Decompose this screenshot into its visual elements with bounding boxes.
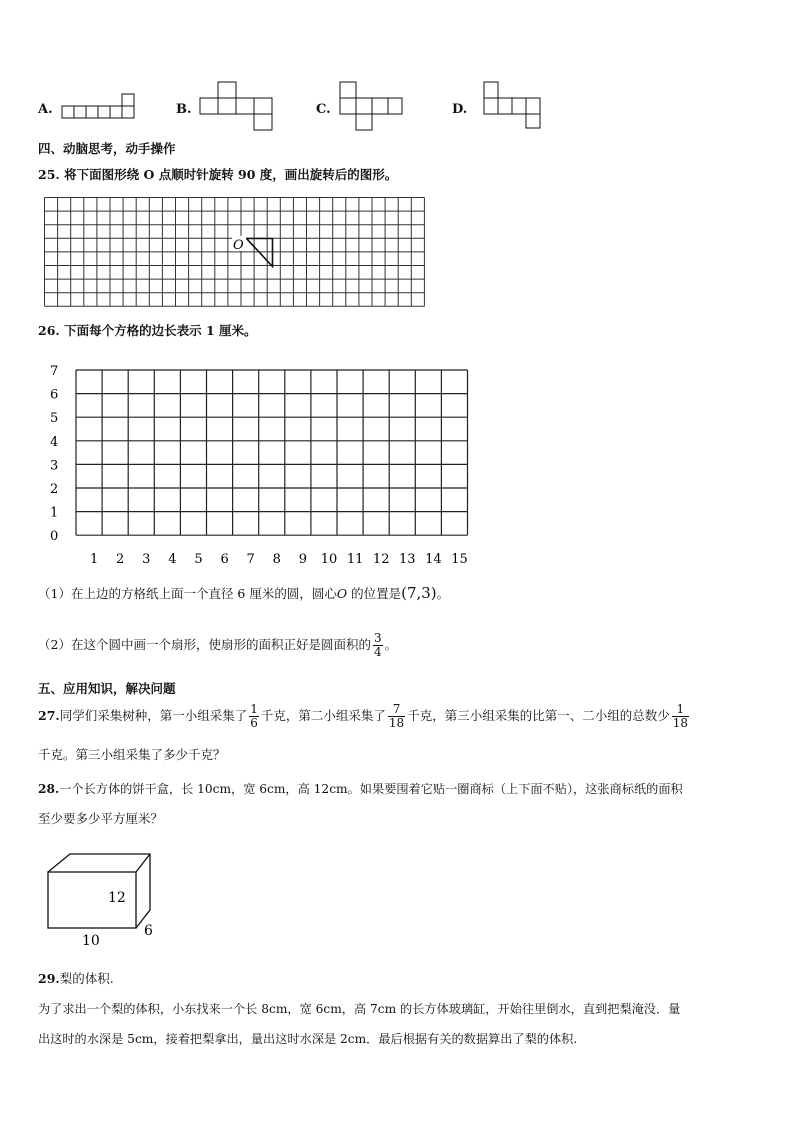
q28-line1 — [38, 780, 683, 798]
q27-text-b: 千克，第二小组采集了 — [260, 708, 386, 723]
q26-y-label: 2 — [50, 482, 59, 497]
option-d-net — [482, 80, 548, 132]
q26-x-axis-labels — [90, 552, 468, 564]
q25-text: 将下面图形绕 O 点顺时针旋转 90 度，画出旋转后的图形。 — [64, 167, 398, 182]
section4-title: 四、动脑思考，动手操作 — [38, 141, 176, 156]
option-c[interactable] — [316, 98, 331, 117]
q26-y-label: 5 — [50, 411, 59, 427]
q29-line2: 出这时的水深是 5cm，接着把梨拿出，量出这时水深是 2cm．最后根据有关的数据算出了梨的体积. — [38, 1032, 578, 1046]
q26-grid-lines — [76, 370, 468, 535]
section5-title: 五、应用知识，解决问题 — [38, 681, 176, 696]
q27-f1-num: 1 — [250, 702, 258, 716]
option-a-net — [60, 92, 140, 122]
q27-fraction-1 — [249, 703, 259, 730]
q26-y-label: 6 — [50, 387, 59, 403]
q26-question — [38, 322, 257, 340]
q26-x-label: 13 — [399, 552, 416, 564]
q26-number: 26. — [38, 323, 60, 338]
q26-x-label: 7 — [246, 552, 255, 564]
q26-part1-coord: (7,3) — [401, 584, 437, 602]
q28-text-1: 一个长方体的饼干盒，长 10cm，宽 6cm，高 12cm。如果要围着它贴一圈商标（上下面不贴），这张商标纸的面积 — [59, 782, 683, 796]
q26-x-label: 14 — [425, 552, 442, 564]
q26-x-label: 8 — [272, 552, 281, 564]
q27-f1-den: 6 — [250, 716, 258, 730]
q26-y-label: 0 — [50, 529, 59, 545]
q27-line1 — [38, 700, 691, 732]
q26-x-label: 11 — [346, 552, 364, 564]
q26-part2 — [38, 630, 397, 660]
q29-number: 29. — [38, 971, 60, 986]
q27-fraction-3 — [672, 703, 689, 730]
q26-part1-prefix: （1）在上边的方格纸上面一个直径 6 厘米的圆，圆心 — [38, 586, 337, 601]
q26-part1-var: O — [336, 586, 348, 601]
q26-x-label: 3 — [142, 552, 151, 564]
q29-title-line — [38, 970, 114, 988]
q27-f2-den: 18 — [388, 716, 405, 730]
q26-x-label: 9 — [298, 552, 308, 564]
q28-cuboid-figure — [40, 848, 170, 950]
q26-y-label: 7 — [50, 364, 59, 379]
q26-part2-num: 3 — [373, 631, 382, 645]
q28-label-length: 10 — [82, 933, 100, 949]
q27-text-a: 同学们采集树种，第一小组采集了 — [59, 708, 248, 723]
q26-x-label: 4 — [168, 552, 177, 564]
q27-line2: 千克。第三小组采集了多少千克？ — [38, 747, 226, 762]
option-d-letter: D. — [452, 102, 468, 117]
q26-x-label: 1 — [89, 552, 99, 564]
q26-x-label: 10 — [320, 552, 338, 564]
q28-line2: 至少要多少平方厘米？ — [38, 811, 164, 826]
q26-part1-mid: 的位置是 — [347, 586, 402, 601]
q29-title: 梨的体积. — [59, 971, 114, 986]
q26-part2-fraction — [373, 632, 383, 659]
option-b-net — [198, 80, 278, 132]
option-c-letter: C. — [316, 102, 331, 117]
option-b[interactable] — [176, 98, 192, 117]
q25-grid[interactable] — [40, 194, 434, 312]
q26-x-label: 2 — [116, 552, 125, 564]
q26-text: 下面每个方格的边长表示 1 厘米。 — [64, 323, 257, 338]
q27-f3-num: 1 — [676, 702, 685, 716]
q28-label-height: 12 — [108, 890, 126, 906]
q28-label-width: 6 — [144, 923, 153, 939]
option-b-letter: B. — [176, 102, 192, 117]
option-d[interactable] — [452, 98, 467, 117]
q26-part2-prefix: （2）在这个圆中画一个扇形，使扇形的面积正好是圆面积的 — [38, 637, 371, 652]
q26-grid[interactable] — [40, 358, 490, 564]
q27-number: 27. — [38, 708, 60, 723]
q27-text-c: 千克，第三小组采集的比第一、二小组的总数少 — [407, 708, 670, 723]
q26-x-label: 6 — [220, 552, 229, 564]
q28-top-edge — [136, 854, 150, 872]
q26-part1 — [38, 584, 449, 603]
q26-y-label: 1 — [50, 505, 59, 521]
q26-part2-den: 4 — [373, 645, 382, 659]
q26-part2-suffix: 。 — [384, 637, 398, 652]
q26-y-label: 3 — [50, 458, 59, 474]
q26-x-label: 5 — [194, 552, 203, 564]
q26-y-label: 4 — [50, 434, 59, 450]
q26-part1-suffix: 。 — [436, 586, 450, 601]
option-a[interactable] — [38, 98, 53, 117]
q26-x-label: 12 — [372, 552, 390, 564]
q28-number: 28. — [38, 782, 60, 796]
option-c-net — [338, 80, 406, 132]
q25-question — [38, 166, 397, 184]
q25-point-o: O — [233, 238, 244, 253]
q27-f3-den: 18 — [672, 716, 688, 730]
option-a-letter: A. — [38, 102, 53, 117]
q25-triangle — [247, 239, 273, 267]
q29-line1: 为了求出一个梨的体积，小东找来一个长 8cm，宽 6cm，高 7cm 的长方体玻璃缸，开始往里倒水，直到把梨淹没．量 — [38, 1002, 681, 1016]
q27-fraction-2 — [388, 703, 405, 730]
q28-back-edges — [48, 854, 150, 928]
q27-f2-num: 7 — [392, 702, 401, 716]
q25-number: 25. — [38, 167, 60, 182]
q26-x-label: 15 — [451, 552, 468, 564]
q26-y-axis-labels — [50, 364, 58, 544]
